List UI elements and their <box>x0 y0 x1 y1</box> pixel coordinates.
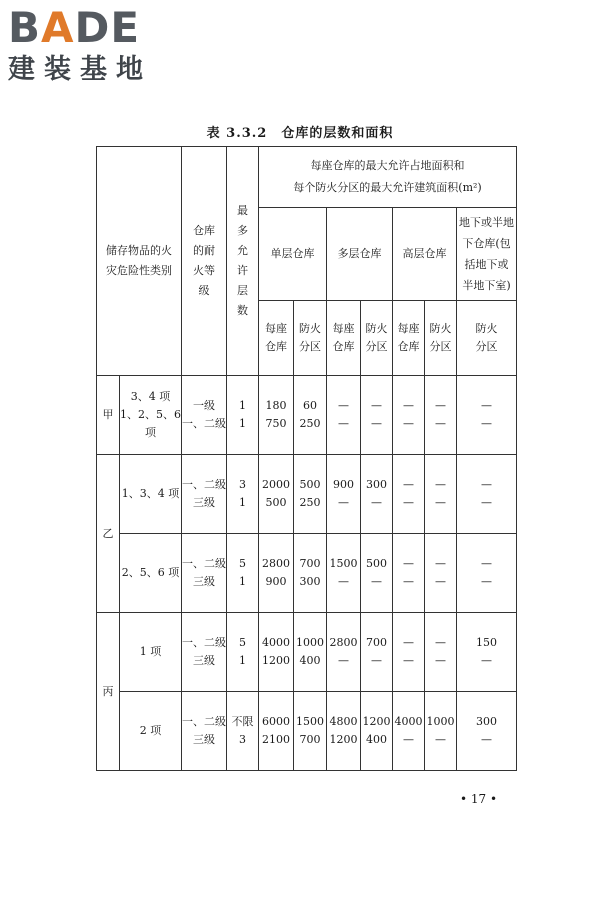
floors-cell: 5 1 <box>227 613 259 692</box>
underground-zone-cell: — — <box>457 455 517 534</box>
item-cell: 3、4 项 1、2、5、6 项 <box>120 376 182 455</box>
floors-cell: 不限 3 <box>227 692 259 771</box>
multi-warehouse-cell: 4800 1200 <box>327 692 361 771</box>
high-zone-cell: — — <box>425 455 457 534</box>
high-warehouse-cell: — — <box>393 613 425 692</box>
high-zone-cell: — — <box>425 376 457 455</box>
header-high: 高层仓库 <box>393 208 457 301</box>
multi-zone-cell: 1200 400 <box>361 692 393 771</box>
logo-subtitle: 建装基地 <box>8 54 152 85</box>
header-area-group: 每座仓库的最大允许占地面积和 每个防火分区的最大允许建筑面积(m²) <box>259 147 517 208</box>
item-cell: 2、5、6 项 <box>120 534 182 613</box>
group-bing: 丙 <box>97 613 120 771</box>
multi-warehouse-cell: 1500 — <box>327 534 361 613</box>
rating-cell: 一、二级 三级 <box>182 534 227 613</box>
multi-zone-cell: 300 — <box>361 455 393 534</box>
header-high-per-warehouse: 每座 仓库 <box>393 301 425 376</box>
bade-logo <box>8 3 178 86</box>
high-zone-cell: 1000 — <box>425 692 457 771</box>
header-multi-per-warehouse: 每座 仓库 <box>327 301 361 376</box>
floors-cell: 1 1 <box>227 376 259 455</box>
logo-wordmark: BADE <box>8 3 141 52</box>
group-yi: 乙 <box>97 455 120 613</box>
group-jia: 甲 <box>97 376 120 455</box>
single-zone-cell: 1000 400 <box>294 613 327 692</box>
high-warehouse-cell: — — <box>393 376 425 455</box>
rating-cell: 一、二级 三级 <box>182 455 227 534</box>
single-warehouse-cell: 6000 2100 <box>259 692 294 771</box>
single-warehouse-cell: 2800 900 <box>259 534 294 613</box>
high-warehouse-cell: — — <box>393 534 425 613</box>
rating-cell: 一、二级 三级 <box>182 692 227 771</box>
header-fire-rating: 仓库的耐火等级 <box>182 147 227 376</box>
header-single-per-zone: 防火 分区 <box>294 301 327 376</box>
single-warehouse-cell: 2000 500 <box>259 455 294 534</box>
multi-zone-cell: — — <box>361 376 393 455</box>
multi-warehouse-cell: — — <box>327 376 361 455</box>
single-zone-cell: 1500 700 <box>294 692 327 771</box>
header-single: 单层仓库 <box>259 208 327 301</box>
header-multi: 多层仓库 <box>327 208 393 301</box>
header-max-floors: 最多允许层数 <box>227 147 259 376</box>
item-cell: 2 项 <box>120 692 182 771</box>
single-warehouse-cell: 180 750 <box>259 376 294 455</box>
underground-zone-cell: 150 — <box>457 613 517 692</box>
page-number: • 17 • <box>460 792 498 806</box>
high-zone-cell: — — <box>425 613 457 692</box>
header-multi-per-zone: 防火 分区 <box>361 301 393 376</box>
multi-warehouse-cell: 2800 — <box>327 613 361 692</box>
rating-cell: 一、二级 三级 <box>182 613 227 692</box>
header-underground-per-zone: 防火 分区 <box>457 301 517 376</box>
high-warehouse-cell: — — <box>393 455 425 534</box>
underground-zone-cell: — — <box>457 376 517 455</box>
item-cell: 1 项 <box>120 613 182 692</box>
item-cell: 1、3、4 项 <box>120 455 182 534</box>
underground-zone-cell: 300 — <box>457 692 517 771</box>
header-underground: 地下或半地 下仓库(包 括地下或 半地下室) <box>457 208 517 301</box>
single-zone-cell: 700 300 <box>294 534 327 613</box>
header-category: 储存物品的火灾危险性类别 <box>97 147 182 376</box>
table-caption: 表 3.3.2 仓库的层数和面积 <box>206 126 394 141</box>
header-high-per-zone: 防火 分区 <box>425 301 457 376</box>
rating-cell: 一级 一、二级 <box>182 376 227 455</box>
single-warehouse-cell: 4000 1200 <box>259 613 294 692</box>
warehouse-area-table <box>96 146 517 771</box>
high-warehouse-cell: 4000 — <box>393 692 425 771</box>
underground-zone-cell: — — <box>457 534 517 613</box>
multi-warehouse-cell: 900 — <box>327 455 361 534</box>
floors-cell: 3 1 <box>227 455 259 534</box>
header-single-per-warehouse: 每座 仓库 <box>259 301 294 376</box>
single-zone-cell: 60 250 <box>294 376 327 455</box>
multi-zone-cell: 700 — <box>361 613 393 692</box>
floors-cell: 5 1 <box>227 534 259 613</box>
high-zone-cell: — — <box>425 534 457 613</box>
multi-zone-cell: 500 — <box>361 534 393 613</box>
single-zone-cell: 500 250 <box>294 455 327 534</box>
